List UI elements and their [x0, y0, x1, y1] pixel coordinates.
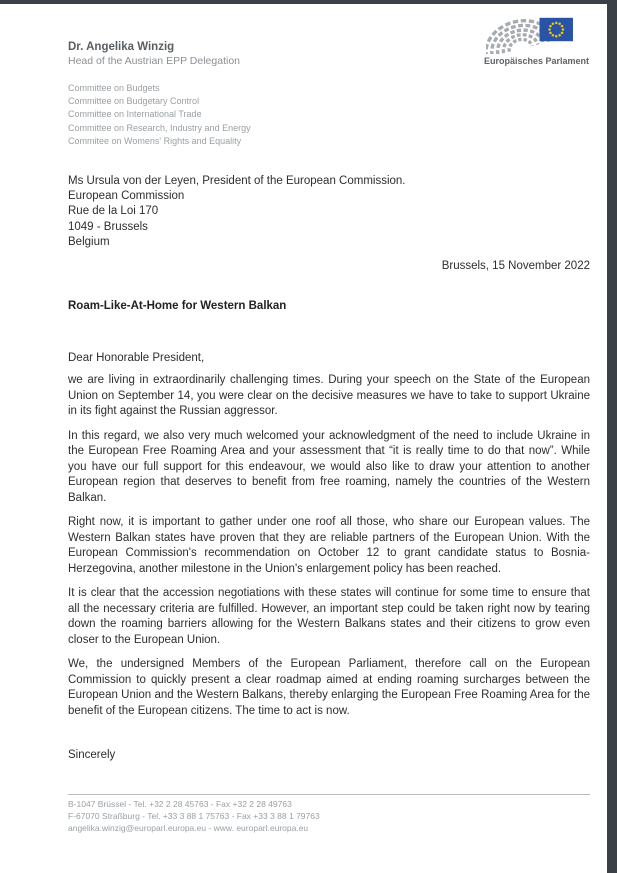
- eu-flag-icon: [540, 18, 573, 41]
- letter-footer: [68, 794, 590, 834]
- sender-name: Dr. Angelika Winzig: [68, 41, 175, 53]
- footer-line: F-67070 Straßburg - Tel. +33 3 88 1 75763 - Fax +33 3 88 1 79763: [68, 811, 320, 821]
- letterhead: [68, 0, 590, 148]
- scan-edge-right: [607, 0, 617, 873]
- dateline: Brussels, 15 November 2022: [441, 260, 590, 273]
- european-parliament-logo: [484, 0, 590, 66]
- letter-content: [68, 0, 590, 761]
- salutation: Dear Honorable President,: [68, 352, 205, 365]
- footer-line: B-1047 Brüssel - Tel. +32 2 28 45763 - Fax +32 2 28 49763: [68, 799, 292, 809]
- committee-item: Commitee on Womens' Rights and Equality: [68, 135, 242, 146]
- body-paragraph: In this regard, we also very much welcomed your acknowledgment of the need to include Ukraine in the European Free Roaming Area and your assessment that “it is really time to do that now”. While you have our full support for this endeavour, we would also like to draw your attention to another European region that deserves to benefit from free roaming, namely the countries of the Western Balkan.: [68, 429, 590, 504]
- recipient-line: European Commission: [68, 190, 185, 203]
- body-paragraph: We, the undersigned Members of the European Parliament, therefore call on the European Commission to quickly present a clear roadmap aimed at ending roaming surcharges between the European Union and the Western Balkans, thereby enlarging the European Free Roaming Area for the benefit of the European citizens. The time to act is now.: [68, 658, 590, 717]
- footer-line: angelika.winzig@europarl.europa.eu - www. europarl.europa.eu: [68, 823, 309, 833]
- ep-hemicycle-flag-icon: [486, 0, 578, 54]
- ep-logo-caption: Europäisches Parlament: [484, 56, 590, 66]
- body-paragraph: we are living in extraordinarily challenging times. During your speech on the State of the European Union on September 14, you were clear on the decisive measures we have to take to support Ukraine in its fight against the Russian aggressor.: [68, 374, 590, 418]
- recipient-line: 1049 - Brussels: [68, 220, 148, 233]
- sender-role: Head of the Austrian EPP Delegation: [68, 55, 241, 67]
- committee-item: Committee on Budgets: [68, 83, 160, 93]
- committee-list: [68, 82, 590, 148]
- subject-line: Roam-Like-At-Home for Western Balkan: [68, 300, 287, 313]
- recipient-line: Ms Ursula von der Leyen, President of the European Commission.: [68, 175, 406, 188]
- committee-item: Committee on International Trade: [68, 109, 202, 120]
- body-paragraph: Right now, it is important to gather under one roof all those, who share our European values. The Western Balkan states have proven that they are reliable partners of the European Union. With the European Commission's recommendation on October 12 to grant candidate status to Bosnia-Herzegovina, another milestone in the Union's enlargement policy has been reached.: [68, 516, 590, 575]
- recipient-line: Rue de la Loi 170: [68, 205, 159, 218]
- body-paragraph: It is clear that the accession negotiations with these states will continue for some time to ensure that all the necessary criteria are fulfilled. However, an important step could be taken right now by tearing down the roaming barriers allowing for the Western Balkans states and their citizens to grow even closer to the European Union.: [68, 587, 590, 646]
- recipient-line: Belgium: [68, 235, 110, 248]
- committee-item: Committee on Budgetary Control: [68, 96, 200, 107]
- closing: Sincerely: [68, 749, 116, 762]
- committee-item: Committee on Research, Industry and Energy: [68, 122, 251, 133]
- recipient-address: [68, 174, 590, 250]
